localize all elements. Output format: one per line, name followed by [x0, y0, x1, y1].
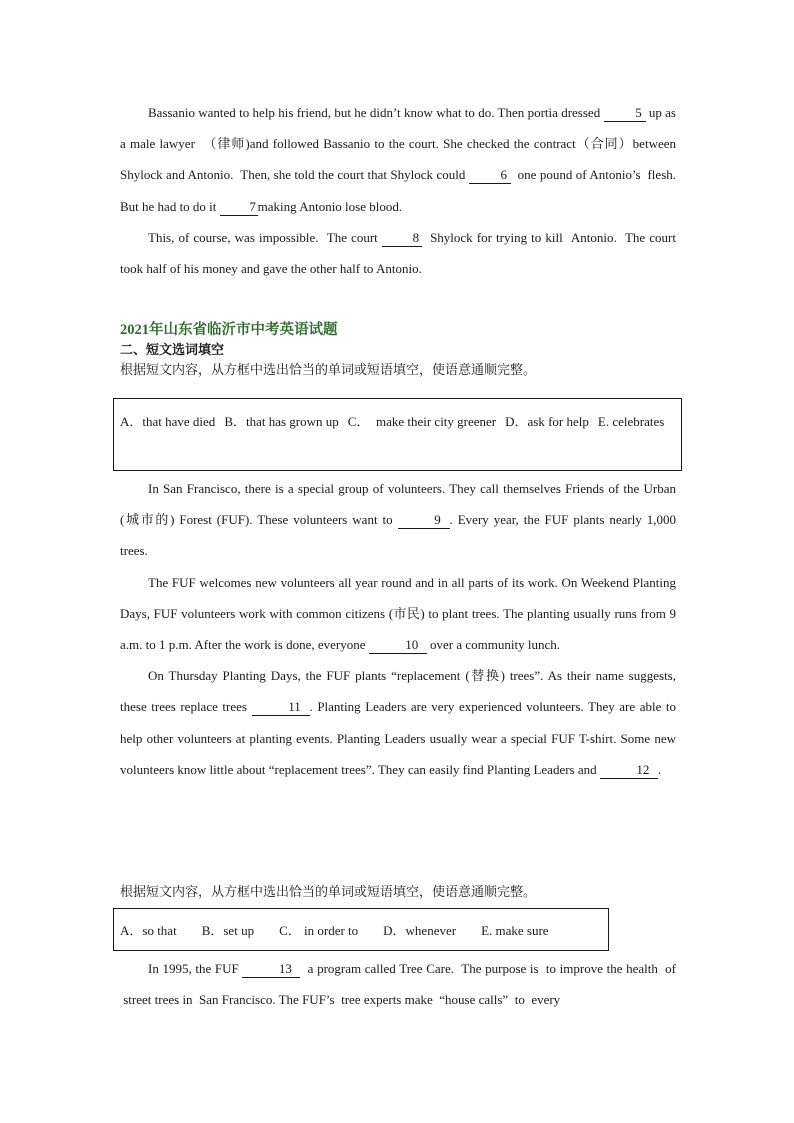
section-subtitle: 二、短文选词填空	[120, 342, 225, 357]
option-a: A．that have died	[120, 414, 216, 429]
passage-bassanio	[120, 97, 676, 284]
option-c: C． make their city greener	[347, 414, 497, 429]
paragraph: In 1995, the FUF 13 a program called Tree Care. The purpose is to improve the health of street trees in San Francisco. The FUF’s tree experts make “house calls” to every	[120, 961, 677, 1008]
options-box-1	[113, 398, 682, 471]
option-a: A．so that	[120, 923, 177, 938]
blank-12[interactable]: 12	[600, 762, 658, 779]
passage-tree-care	[120, 953, 676, 1015]
blank-6[interactable]: 6	[469, 167, 511, 184]
section-2-heading	[120, 882, 676, 902]
blank-10[interactable]: 10	[369, 637, 427, 654]
exam-title: 2021年山东省临沂市中考英语试题	[120, 322, 338, 338]
instruction: 根据短文内容，从方框中选出恰当的单词或短语填空，使语意通顺完整。	[120, 362, 537, 377]
option-b: B．set up	[201, 923, 255, 938]
paragraph: In San Francisco, there is a special group of volunteers. They call themselves Friends of the Urban (城市的) Forest (FUF). These volunteers want to 9 . Every year, the FUF plants nearly 1,000 trees.	[120, 481, 676, 559]
passage-fuf	[120, 473, 676, 785]
options-box-2	[113, 908, 609, 951]
instruction: 根据短文内容，从方框中选出恰当的单词或短语填空，使语意通顺完整。	[120, 884, 537, 899]
paragraph: This, of course, was impossible. The court 8 Shylock for trying to kill Antonio. The court took half of his money and gave the other half to Antonio.	[120, 229, 676, 277]
option-e: E. make sure	[481, 923, 549, 938]
blank-7[interactable]: 7	[220, 199, 258, 216]
blank-5[interactable]: 5	[604, 105, 646, 122]
section-heading	[120, 320, 676, 380]
option-d: D．whenever	[383, 923, 457, 938]
blank-8[interactable]: 8	[382, 230, 422, 247]
blank-11[interactable]: 11	[252, 699, 310, 716]
paragraph: On Thursday Planting Days, the FUF plants “replacement (替换) trees”. As their name suggests, these trees replace trees 11 . Planting Leaders are very experienced volunteers. They are able to help other volunteers at planting events. Planting Leaders usually wear a special FUF T-shirt. Some new volunteers know little about “replacement trees”. They can easily find Planting Leaders and 12 .	[120, 668, 677, 777]
option-e: E. celebrates	[597, 414, 665, 429]
option-d: D．ask for help	[505, 414, 589, 429]
blank-9[interactable]: 9	[398, 512, 450, 529]
paragraph: Bassanio wanted to help his friend, but he didn’t know what to do. Then portia dressed 5 up as a male lawyer （律师)and followed Bassanio to the court. She checked the contract（合同）between Shylock and Antonio. Then, she told the court that Shylock could 6 one pound of Antonio’s flesh. But he had to do it 7 making Antonio lose blood.	[120, 105, 676, 214]
option-b: B．that has grown up	[224, 414, 339, 429]
blank-13[interactable]: 13	[242, 961, 300, 978]
option-c: C． in order to	[279, 923, 359, 938]
paragraph: The FUF welcomes new volunteers all year round and in all parts of its work. On Weekend Planting Days, FUF volunteers work with common citizens (市民) to plant trees. The planting usually runs from 9 a.m. to 1 p.m. After the work is done, everyone 10 over a community lunch.	[120, 574, 676, 653]
